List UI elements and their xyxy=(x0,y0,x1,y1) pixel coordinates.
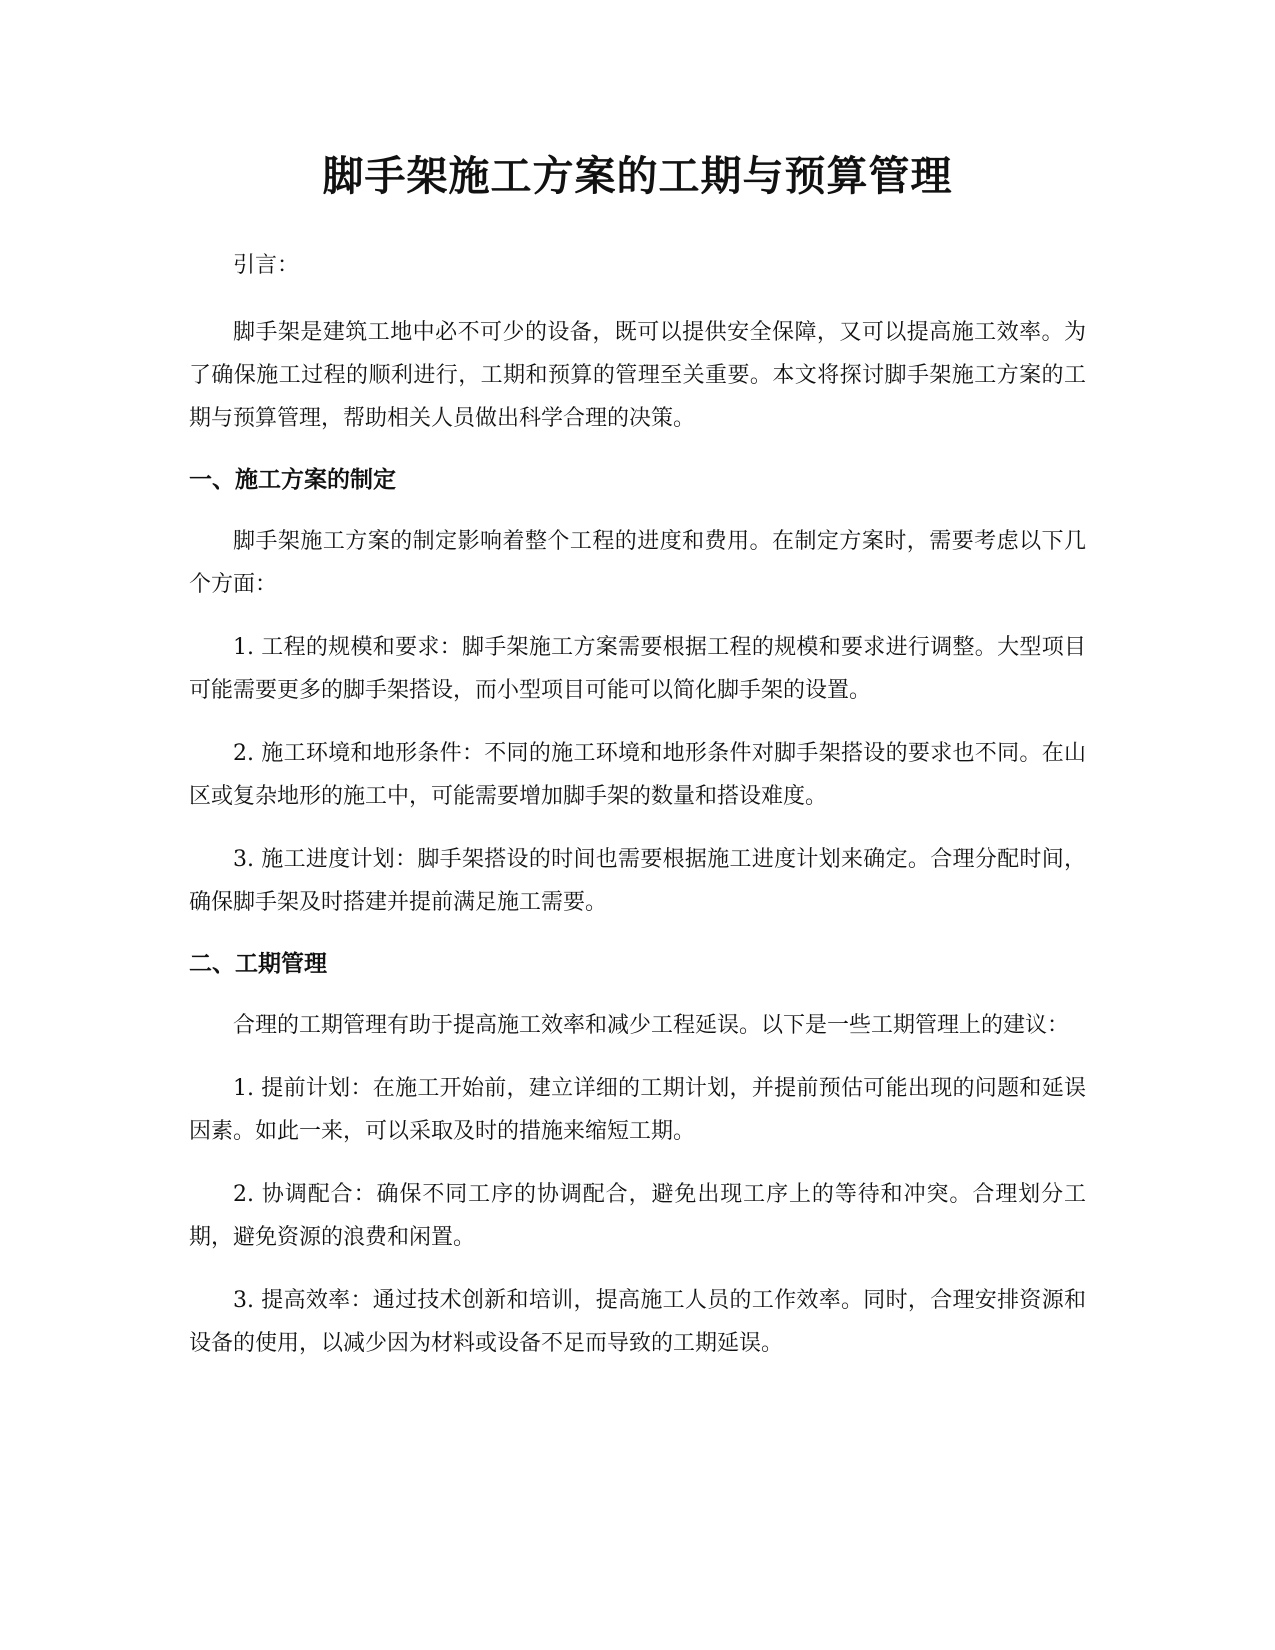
list-item: 2. 协调配合：确保不同工序的协调配合，避免出现工序上的等待和冲突。合理划分工期，避免资源的浪费和闲置。 xyxy=(189,1182,1086,1250)
section-plan-lead: 脚手架施工方案的制定影响着整个工程的进度和费用。在制定方案时，需要考虑以下几个方面： xyxy=(189,529,1086,597)
section-schedule-lead: 合理的工期管理有助于提高施工效率和减少工程延误。以下是一些工期管理上的建议： xyxy=(233,1013,1070,1038)
list-item: 3. 提高效率：通过技术创新和培训，提高施工人员的工作效率。同时，合理安排资源和设备的使用，以减少因为材料或设备不足而导致的工期延误。 xyxy=(189,1288,1086,1356)
document-title: 脚手架施工方案的工期与预算管理 xyxy=(322,152,953,200)
document-body xyxy=(189,244,1086,1385)
section-heading-schedule: 二、工期管理 xyxy=(189,951,327,977)
intro-paragraph: 脚手架是建筑工地中必不可少的设备，既可以提供安全保障，又可以提高施工效率。为了确保施工过程的顺利进行，工期和预算的管理至关重要。本文将探讨脚手架施工方案的工期与预算管理，帮助相关人员做出科学合理的决策。 xyxy=(189,320,1086,431)
list-item: 1. 提前计划：在施工开始前，建立详细的工期计划，并提前预估可能出现的问题和延误因素。如此一来，可以采取及时的措施来缩短工期。 xyxy=(189,1076,1086,1144)
section-heading-plan: 一、施工方案的制定 xyxy=(189,467,396,493)
list-item: 1. 工程的规模和要求：脚手架施工方案需要根据工程的规模和要求进行调整。大型项目可能需要更多的脚手架搭设，而小型项目可能可以简化脚手架的设置。 xyxy=(189,635,1086,703)
intro-label: 引言： xyxy=(233,253,300,278)
list-item: 2. 施工环境和地形条件：不同的施工环境和地形条件对脚手架搭设的要求也不同。在山区或复杂地形的施工中，可能需要增加脚手架的数量和搭设难度。 xyxy=(189,741,1086,809)
list-item: 3. 施工进度计划：脚手架搭设的时间也需要根据施工进度计划来确定。合理分配时间，确保脚手架及时搭建并提前满足施工需要。 xyxy=(189,847,1086,915)
